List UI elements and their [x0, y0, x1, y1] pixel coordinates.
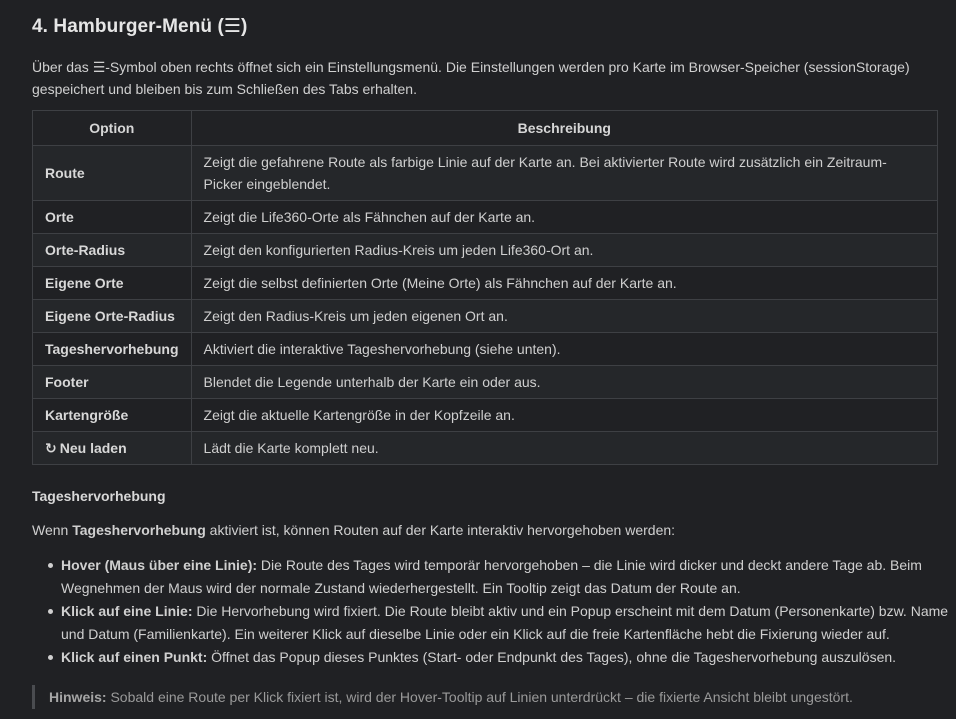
description-cell: Zeigt den Radius-Kreis um jeden eigenen Ort an. — [191, 300, 937, 333]
description-cell: Aktiviert die interaktive Tageshervorhebung (siehe unten). — [191, 333, 937, 366]
option-cell: Orte — [33, 201, 192, 234]
column-header-option: Option — [33, 111, 192, 146]
table-row — [33, 300, 938, 333]
note-text: Sobald eine Route per Klick fixiert ist, wird der Hover-Tooltip auf Linien unterdrückt – die fixierte Ansicht bleibt ungestört. — [106, 689, 853, 705]
table-row — [33, 432, 938, 465]
subsection-lead — [32, 519, 675, 541]
lead-bold: Tageshervorhebung — [72, 522, 206, 538]
list-item-text: Öffnet das Popup dieses Punktes (Start- oder Endpunkt des Tages), ohne die Tageshervorhebung auszulösen. — [207, 649, 897, 665]
list-item — [61, 646, 956, 669]
column-header-description: Beschreibung — [191, 111, 937, 146]
bullet-list — [32, 554, 956, 670]
bullet-icon — [48, 609, 53, 614]
list-item-label: Klick auf einen Punkt: — [61, 649, 208, 665]
list-item-label: Klick auf eine Linie: — [61, 603, 193, 619]
lead-text: aktiviert ist, können Routen auf der Karte interaktiv hervorgehoben werden: — [205, 522, 676, 538]
table-row — [33, 146, 938, 201]
option-cell: Tageshervorhebung — [33, 333, 192, 366]
bullet-icon — [48, 655, 53, 660]
option-label: Neu laden — [59, 440, 127, 456]
list-item — [61, 600, 956, 645]
description-cell: Zeigt die Life360-Orte als Fähnchen auf der Karte an. — [191, 201, 937, 234]
description-cell: Blendet die Legende unterhalb der Karte ein oder aus. — [191, 366, 937, 399]
note-label: Hinweis: — [49, 689, 107, 705]
table-row — [33, 234, 938, 267]
section-title: 4. Hamburger-Menü (☰) — [32, 16, 248, 37]
list-item-text: Die Hervorhebung wird fixiert. Die Route bleibt aktiv und ein Popup erscheint mit dem Datum (Personenkarte) bzw. Name und Datum (Familienkarte). Ein weiterer Klick auf dieselbe Linie oder ein Klick auf die freie Kartenfläche hebt die Fixierung wieder auf. — [61, 603, 949, 642]
list-item-text: Die Route des Tages wird temporär hervorgehoben – die Linie wird dicker und deckt andere Tage ab. Beim Wegnehmen der Maus wird der normale Zustand wiederhergestellt. Ein Tooltip zeigt das Datum der Route an. — [61, 557, 922, 596]
description-cell: Zeigt den konfigurierten Radius-Kreis um jeden Life360-Ort an. — [191, 234, 937, 267]
note-blockquote — [32, 685, 929, 709]
table-row — [33, 333, 938, 366]
description-cell: Zeigt die gefahrene Route als farbige Linie auf der Karte an. Bei aktivierter Route wird zusätzlich ein Zeitraum-Picker eingeblendet. — [191, 146, 937, 201]
description-cell: Zeigt die aktuelle Kartengröße in der Kopfzeile an. — [191, 399, 937, 432]
table-row — [33, 399, 938, 432]
option-cell: Route — [33, 146, 192, 201]
lead-text: Wenn — [32, 522, 73, 538]
list-item-label: Hover (Maus über eine Linie): — [61, 557, 258, 573]
bullet-icon — [48, 563, 53, 568]
table-row — [33, 267, 938, 300]
option-cell — [33, 432, 192, 465]
section-intro: Über das ☰-Symbol oben rechts öffnet sich ein Einstellungsmenü. Die Einstellungen werden pro Karte im Browser-Speicher (sessionStorage) gespeichert und bleiben bis zum Schließen des Tabs erhalten. — [32, 59, 910, 97]
subsection-heading: Tageshervorhebung — [32, 488, 166, 504]
description-cell: Zeigt die selbst definierten Orte (Meine Orte) als Fähnchen auf der Karte an. — [191, 267, 937, 300]
table-row — [33, 366, 938, 399]
table-header-row — [33, 111, 938, 146]
reload-icon: ↻ — [45, 440, 57, 456]
list-item — [61, 554, 956, 599]
option-cell: Kartengröße — [33, 399, 192, 432]
option-cell: Eigene Orte — [33, 267, 192, 300]
option-cell: Eigene Orte-Radius — [33, 300, 192, 333]
description-cell: Lädt die Karte komplett neu. — [191, 432, 937, 465]
table-row — [33, 201, 938, 234]
option-cell: Footer — [33, 366, 192, 399]
option-cell: Orte-Radius — [33, 234, 192, 267]
options-table — [32, 110, 938, 465]
